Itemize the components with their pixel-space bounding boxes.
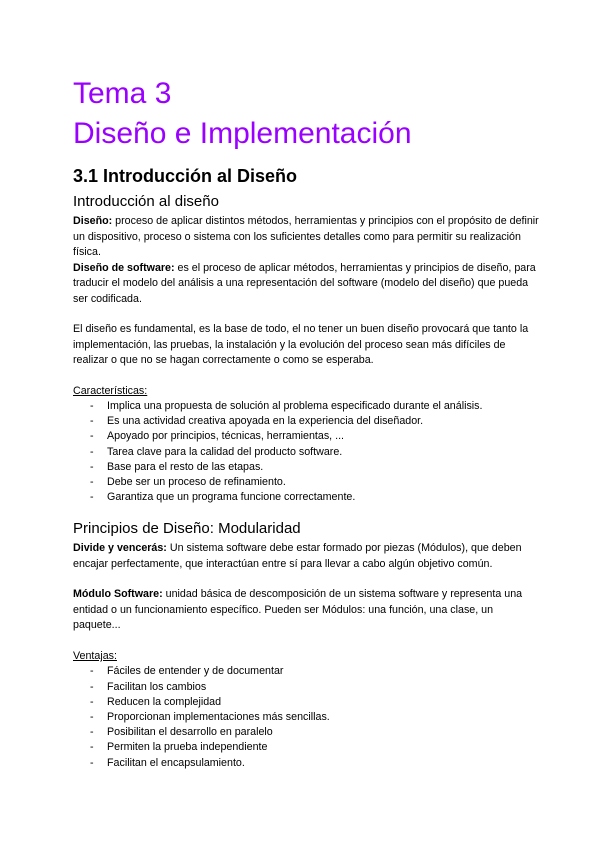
definition-diseno-software-text: es el proceso de aplicar métodos, herramientas y principios de diseño, para traducir el modelo del análisis a una representación del software (modelo del diseño) que pueda ser codificada. <box>73 261 536 305</box>
section-heading-3-1: 3.1 Introducción al Diseño <box>73 166 298 186</box>
caracteristicas-label: Características: <box>73 384 148 397</box>
list-item: - Posibilitan el desarrollo en paralelo <box>90 725 540 740</box>
list-item: - Es una actividad creativa apoyada en la experiencia del diseñador. <box>90 414 540 429</box>
paragraph-gap <box>73 369 540 384</box>
definition-modulo-text: unidad básica de descomposición de un sistema software y representa una entidad o un funcionamiento específico. Pueden ser Módulos: una función, una clase, un paquete... <box>73 588 523 632</box>
list-item: - Debe ser un proceso de refinamiento. <box>90 475 540 490</box>
list-item: - Facilitan los cambios <box>90 680 540 695</box>
list-item: - Facilitan el encapsulamiento. <box>90 756 540 771</box>
title-line-2: Diseño e Implementación <box>73 117 412 150</box>
definition-diseno <box>73 214 540 261</box>
title-line-1: Tema 3 <box>73 77 172 110</box>
list-item: - Apoyado por principios, técnicas, herramientas, ... <box>90 429 540 444</box>
fundamental-paragraph: El diseño es fundamental, es la base de todo, el no tener un buen diseño provocará que tanto la implementación, las pruebas, la instalación y la evolución del proceso sean más difíciles de realizar o que no se hagan correctamente o como se esperaba. <box>73 323 529 366</box>
paragraph-gap <box>73 572 540 587</box>
list-item: - Garantiza que un programa funcione correctamente. <box>90 490 540 505</box>
definition-divide-text: Un sistema software debe estar formado por piezas (Módulos), que deben encajar perfectamente, que interactúan entre sí para llevar a cabo algún objetivo común. <box>73 542 522 570</box>
definition-modulo-software <box>73 587 540 634</box>
caracteristicas-list <box>73 399 540 505</box>
list-item: - Proporcionan implementaciones más sencillas. <box>90 710 540 725</box>
ventajas-list <box>73 664 540 770</box>
document-title <box>73 74 540 154</box>
definition-diseno-software-term: Diseño de software: <box>73 261 175 274</box>
subheading-modularidad: Principios de Diseño: Modularidad <box>73 520 301 538</box>
definition-diseno-software <box>73 261 540 308</box>
paragraph-gap <box>73 634 540 649</box>
list-item: - Fáciles de entender y de documentar <box>90 664 540 679</box>
definition-diseno-term: Diseño: <box>73 215 113 227</box>
definition-divide-term: Divide y vencerás: <box>73 542 167 555</box>
list-item: - Reducen la complejidad <box>90 695 540 710</box>
subheading-introduccion: Introducción al diseño <box>73 193 219 210</box>
list-item: - Permiten la prueba independiente <box>90 740 540 755</box>
paragraph-gap <box>73 307 540 322</box>
list-item: - Tarea clave para la calidad del producto software. <box>90 445 540 460</box>
definition-diseno-text: proceso de aplicar distintos métodos, herramientas y principios con el propósito de definir un dispositivo, proceso o sistema con los suficientes detalles como para permitir su realización física. <box>73 215 539 258</box>
list-item: - Base para el resto de las etapas. <box>90 460 540 475</box>
definition-divide-venceras <box>73 541 540 572</box>
ventajas-label: Ventajas: <box>73 649 117 662</box>
list-item: - Implica una propuesta de solución al problema especificado durante el análisis. <box>90 399 540 414</box>
definition-modulo-term: Módulo Software: <box>73 588 163 601</box>
